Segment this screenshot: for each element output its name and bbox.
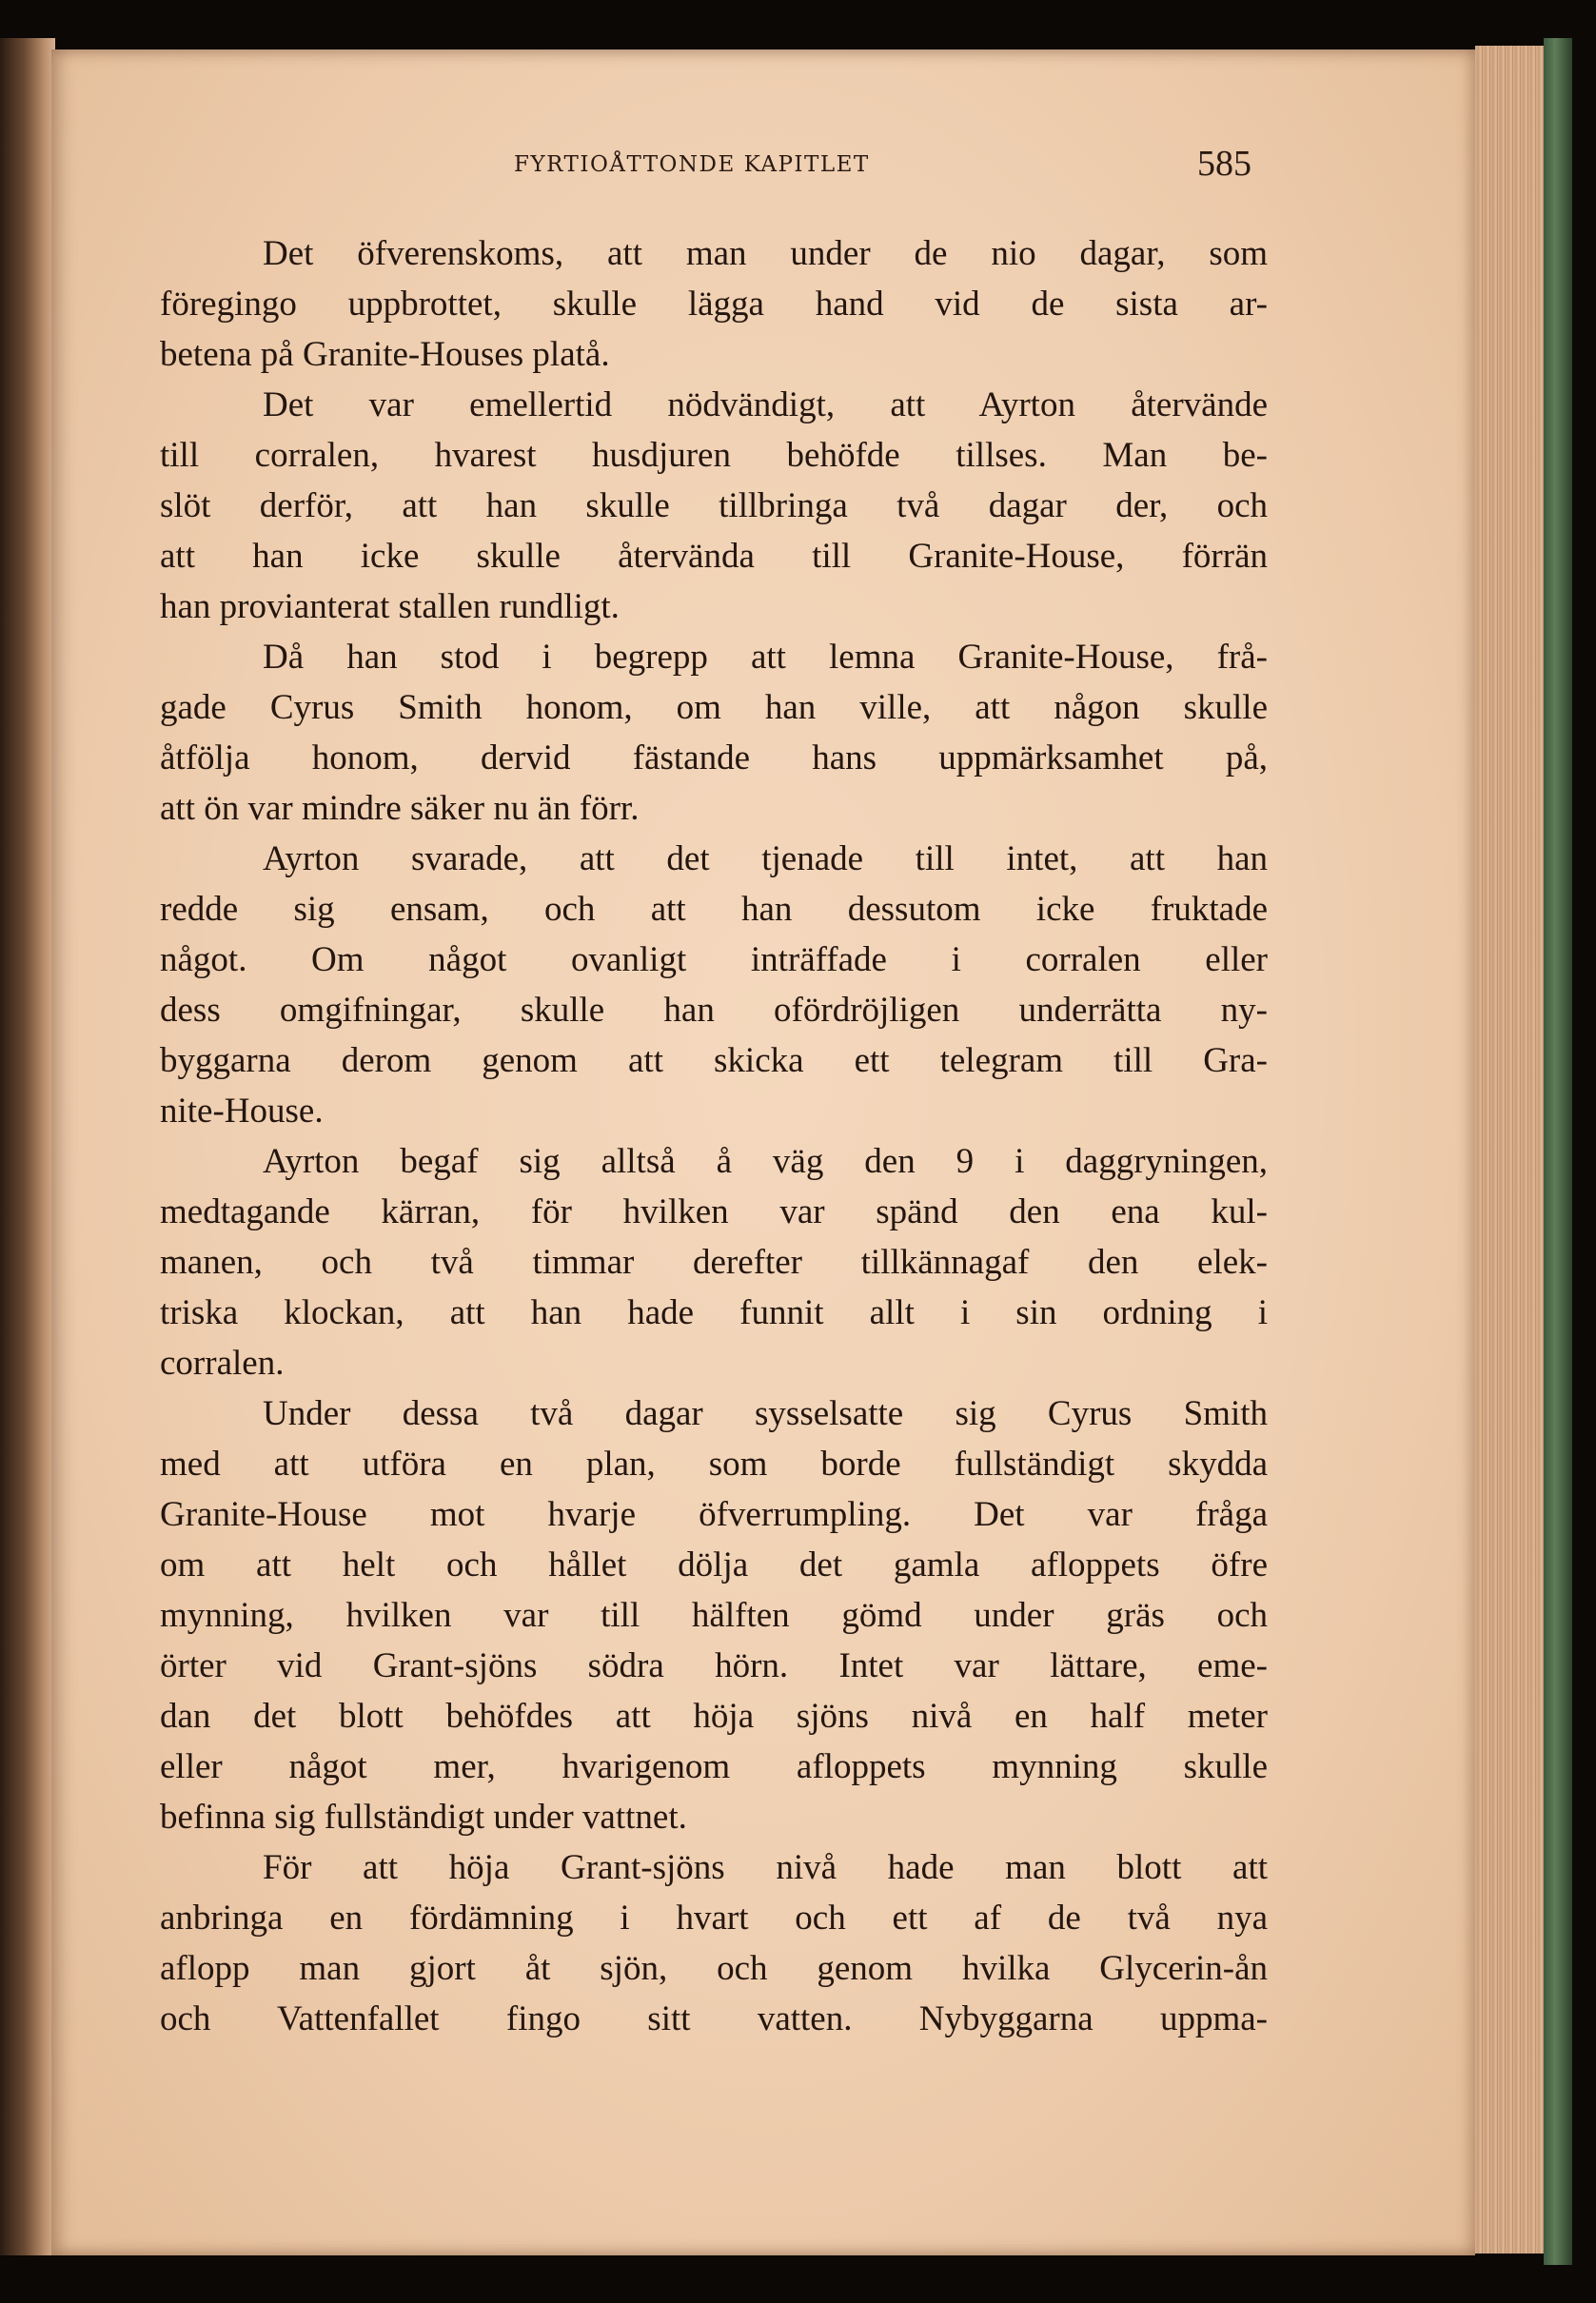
text-line: betena på Granite-Houses platå. — [160, 335, 610, 374]
text-line: Granite-House mot hvarje öfverrumpling. Det var fråga — [160, 1495, 1268, 1534]
binding-shadow — [0, 38, 55, 2255]
page-edges — [1475, 46, 1544, 2254]
text-line: Ayrton svarade, att det tjenade till intet, att han — [263, 839, 1268, 878]
text-line: Ayrton begaf sig alltså å väg den 9 i daggryningen, — [263, 1142, 1268, 1181]
text-line: Det öfverenskoms, att man under de nio dagar, som — [263, 234, 1268, 273]
text-line: dan det blott behöfdes att höja sjöns nivå en half meter — [160, 1697, 1268, 1736]
text-line: anbringa en fördämning i hvart och ett af de två nya — [160, 1899, 1268, 1938]
text-line: corralen. — [160, 1344, 285, 1383]
text-line: att ön var mindre säker nu än förr. — [160, 789, 640, 828]
text-line: För att höja Grant-sjöns nivå hade man blott att — [263, 1848, 1268, 1887]
text-line: eller något mer, hvarigenom afloppets mynning skulle — [160, 1747, 1268, 1786]
text-line: och Vattenfallet fingo sitt vatten. Nybyggarna uppma- — [160, 1999, 1268, 2038]
book-cover-edge — [1544, 38, 1572, 2265]
text-line: slöt derför, att han skulle tillbringa två dagar der, och — [160, 486, 1268, 525]
text-line: örter vid Grant-sjöns södra hörn. Intet var lättare, eme- — [160, 1646, 1268, 1685]
text-line: till corralen, hvarest husdjuren behöfde tillses. Man be- — [160, 436, 1268, 475]
page-number: 585 — [1197, 144, 1251, 184]
text-line: något. Om något ovanligt inträffade i corralen eller — [160, 940, 1268, 979]
text-line: att han icke skulle återvända till Granite-House, förrän — [160, 537, 1268, 576]
text-line: manen, och två timmar derefter tillkännagaf den elek- — [160, 1243, 1268, 1282]
text-line: aflopp man gjort åt sjön, och genom hvilka Glycerin-ån — [160, 1949, 1268, 1988]
text-line: dess omgifningar, skulle han ofördröjligen underrätta ny- — [160, 991, 1268, 1030]
text-line: nite-House. — [160, 1092, 324, 1131]
text-line: Under dessa två dagar sysselsatte sig Cyrus Smith — [263, 1394, 1268, 1433]
running-head: FYRTIOÅTTONDE KAPITLET — [514, 152, 870, 177]
text-line: åtfölja honom, dervid fästande hans uppmärksamhet på, — [160, 738, 1268, 778]
text-line: Då han stod i begrepp att lemna Granite-House, frå- — [263, 638, 1268, 677]
text-line: föregingo uppbrottet, skulle lägga hand vid de sista ar- — [160, 285, 1268, 324]
body-text — [160, 228, 1268, 2044]
text-line: redde sig ensam, och att han dessutom icke fruktade — [160, 890, 1268, 929]
text-line: triska klockan, att han hade funnit allt i sin ordning i — [160, 1293, 1268, 1332]
text-line: medtagande kärran, för hvilken var spänd den ena kul- — [160, 1192, 1268, 1231]
text-line: Det var emellertid nödvändigt, att Ayrton återvände — [263, 385, 1268, 424]
text-line: mynning, hvilken var till hälften gömd under gräs och — [160, 1596, 1268, 1635]
text-line: han provianterat stallen rundligt. — [160, 587, 620, 626]
text-line: befinna sig fullständigt under vattnet. — [160, 1798, 687, 1837]
text-line: med att utföra en plan, som borde fullständigt skydda — [160, 1445, 1268, 1484]
text-line: gade Cyrus Smith honom, om han ville, att någon skulle — [160, 688, 1268, 727]
text-line: byggarna derom genom att skicka ett telegram till Gra- — [160, 1041, 1268, 1080]
text-line: om att helt och hållet dölja det gamla afloppets öfre — [160, 1545, 1268, 1585]
